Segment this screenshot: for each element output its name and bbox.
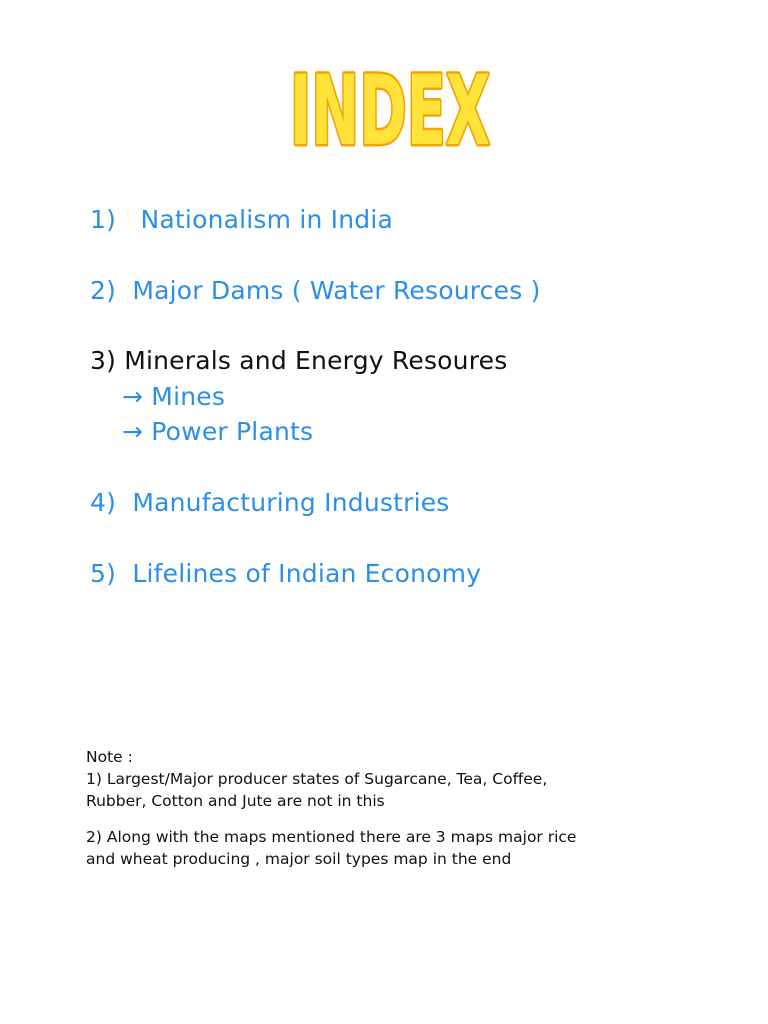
note-spacer [86,812,686,826]
index-item-5: 5) Lifelines of Indian Economy [90,559,482,588]
index-item-3: 3) Minerals and Energy Resoures [90,346,508,375]
index-subitem-power-plants: → Power Plants [122,417,314,446]
note-block [86,746,686,870]
index-item-1: 1) Nationalism in India [90,205,394,234]
note-point-2-line-2: and wheat producing , major soil types map in the end [86,850,512,868]
note-heading: Note : [86,748,133,766]
index-title-text: INDEX [290,55,490,167]
index-subitem-mines: → Mines [122,382,226,411]
index-item-2: 2) Major Dams ( Water Resources ) [90,276,541,305]
index-item-4: 4) Manufacturing Industries [90,488,450,517]
index-title-graphic [200,52,580,167]
note-point-2-line-1: 2) Along with the maps mentioned there are 3 maps major rice [86,828,577,846]
note-point-1-line-1: 1) Largest/Major producer states of Sugarcane, Tea, Coffee, [86,770,548,788]
index-title [200,52,580,167]
note-point-1-line-2: Rubber, Cotton and Jute are not in this [86,792,385,810]
